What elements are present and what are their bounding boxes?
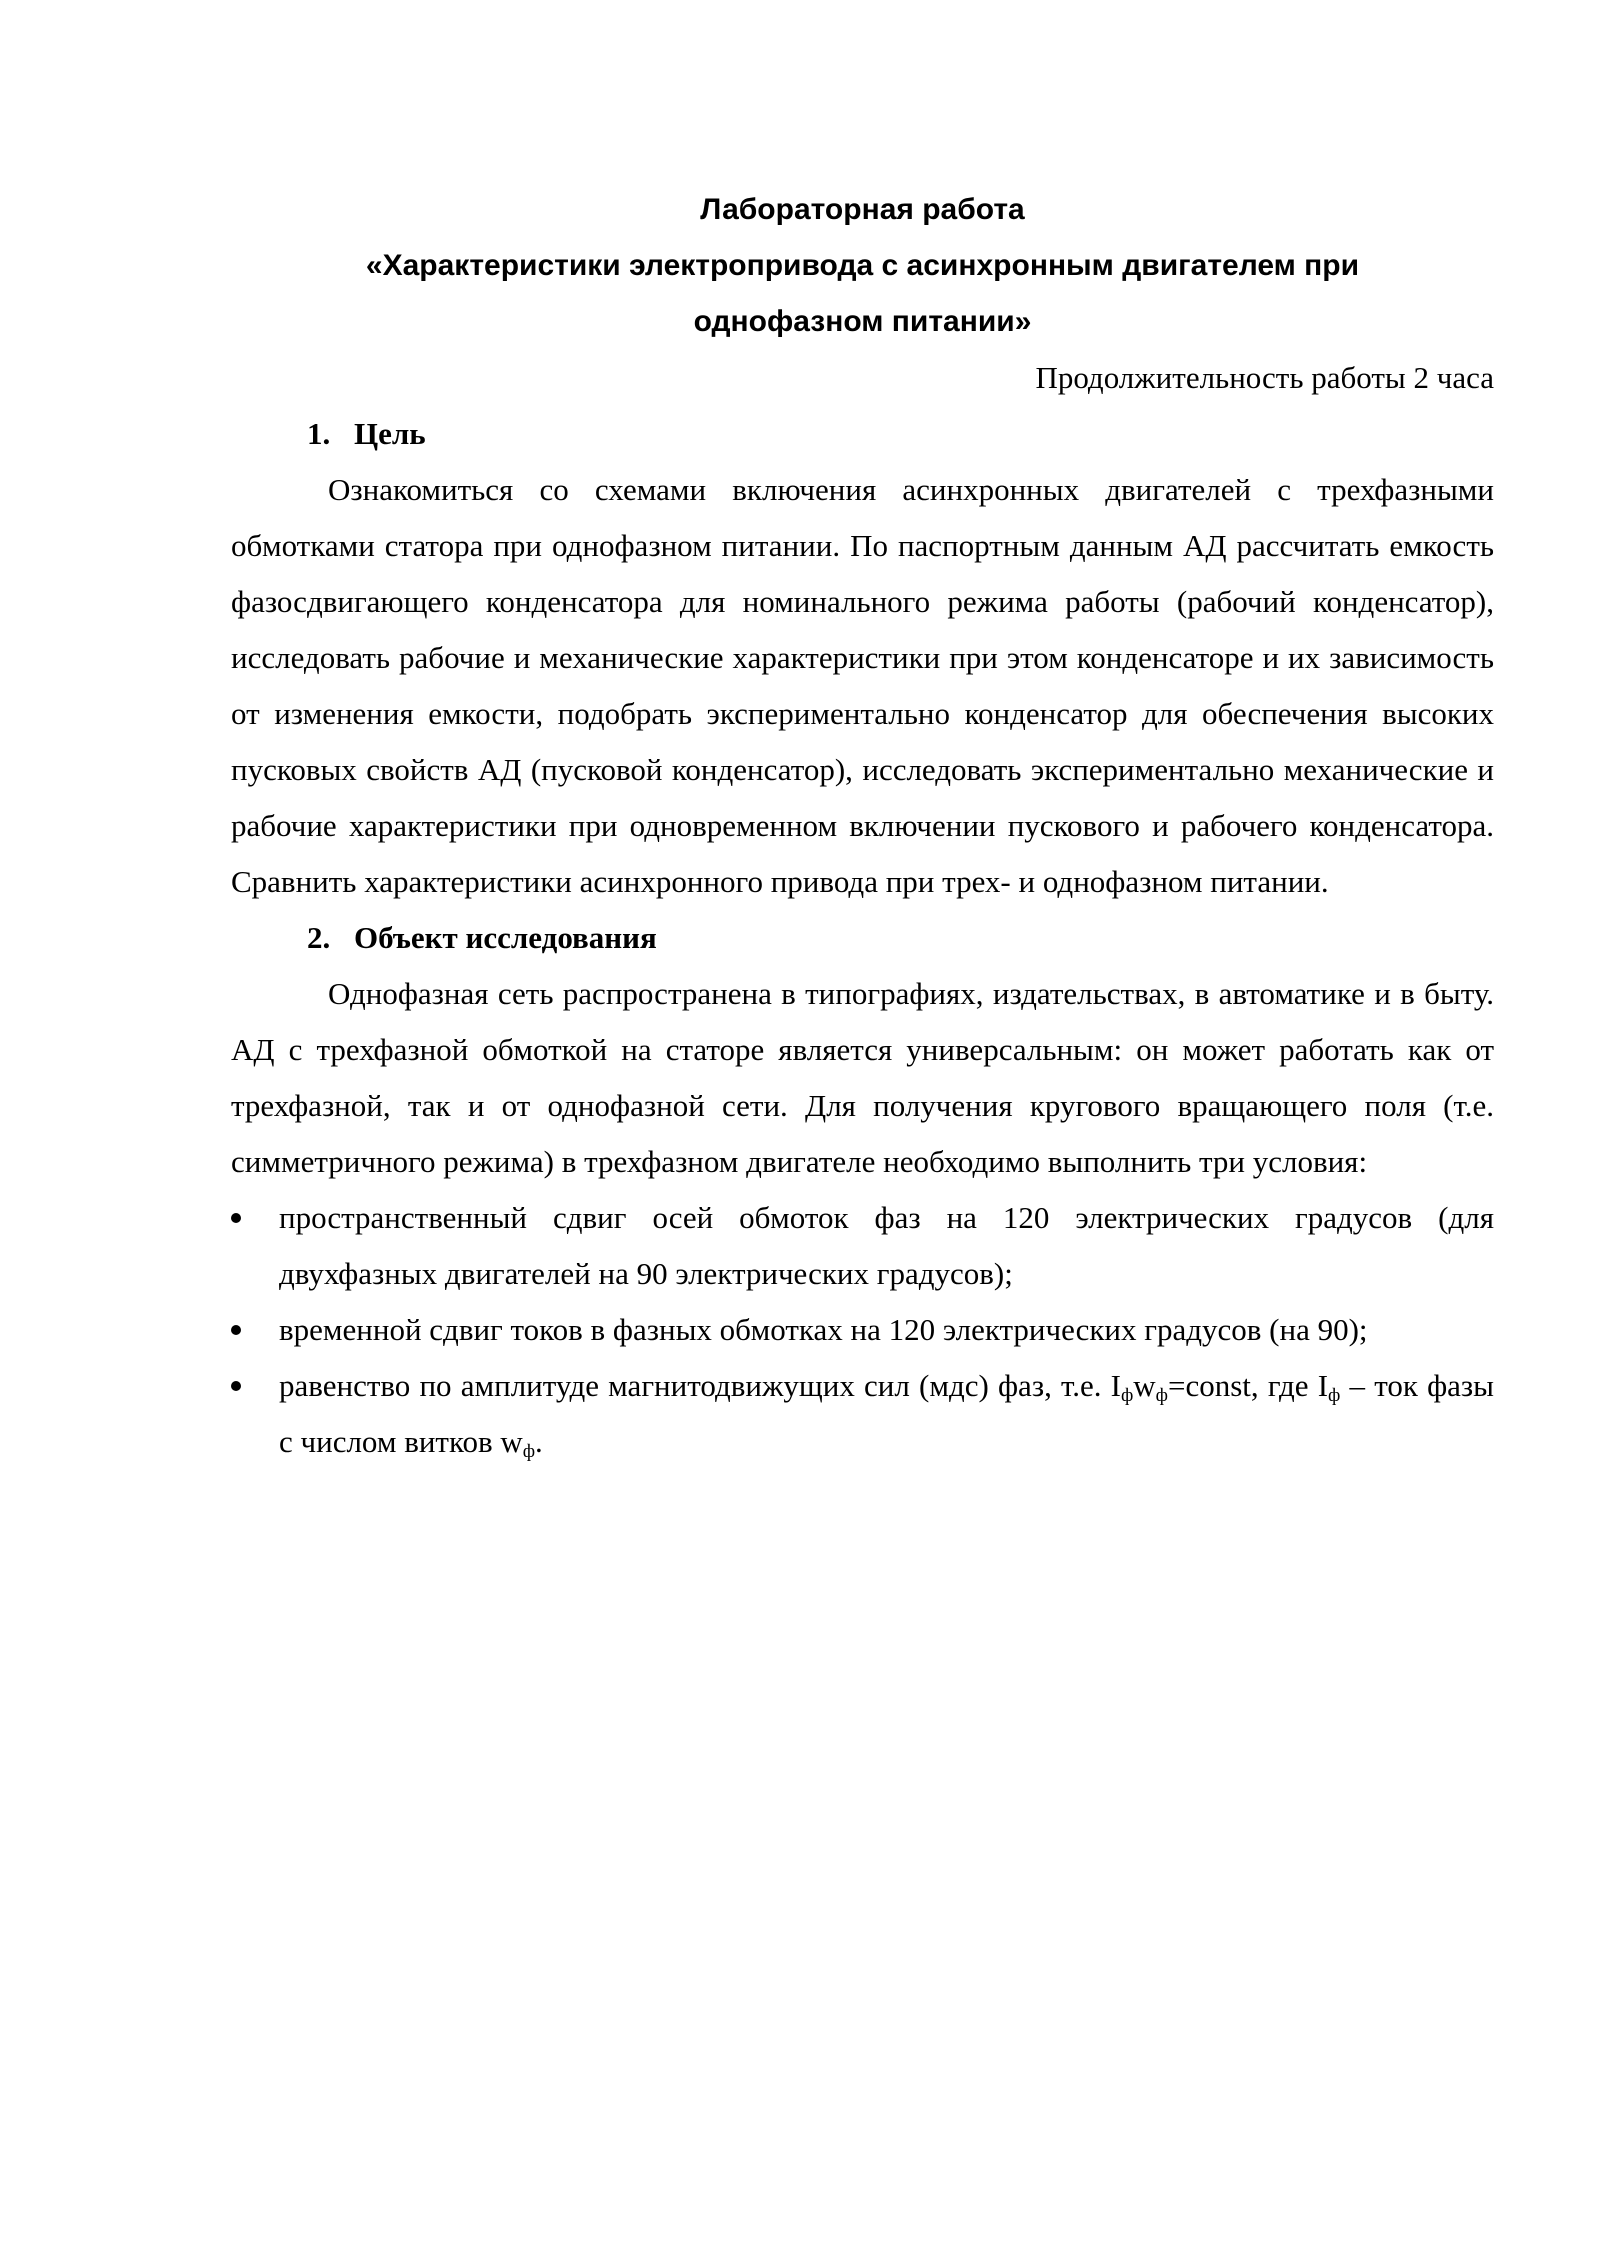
- section-number: 2.: [307, 920, 331, 955]
- conditions-list: [231, 1190, 1494, 1470]
- subscript-phase: ф: [1155, 1385, 1168, 1406]
- subscript-phase: ф: [522, 1441, 536, 1462]
- subscript-phase: ф: [1120, 1385, 1134, 1406]
- title-line-1: Лабораторная работа: [700, 193, 1025, 226]
- title-line-2: «Характеристики электропривода с асинхронным двигателем при: [365, 249, 1360, 282]
- section-number: 1.: [307, 416, 331, 451]
- text-fragment: – ток фазы с числом витков w: [279, 1368, 1494, 1459]
- text-fragment: =const, где I: [1167, 1368, 1329, 1403]
- section-heading-goal: [231, 406, 1494, 462]
- list-item-text: пространственный сдвиг осей обмоток фаз на 120 электрических градусов (для двухфазных двигателей на 90 электрических градусов);: [279, 1200, 1494, 1291]
- bullet-icon: [231, 1325, 241, 1335]
- text-fragment: .: [535, 1424, 543, 1459]
- text-fragment: равенство по амплитуде магнитодвижущих сил (мдс) фаз, т.е. I: [279, 1368, 1121, 1403]
- section-heading-object: [231, 910, 1494, 966]
- duration-line: Продолжительность работы 2 часа: [1035, 360, 1494, 395]
- document-content: [231, 182, 1494, 1470]
- subscript-phase: ф: [1328, 1385, 1341, 1406]
- list-item: [231, 1190, 1494, 1302]
- section-title: Объект исследования: [354, 920, 657, 955]
- object-paragraph: Однофазная сеть распространена в типографиях, издательствах, в автоматике и в быту. АД с трехфазной обмоткой на статоре является универсальным: он может работать как от трехфазной, так и от однофазной сети. Для получения кругового вращающего поля (т.е. симметричного режима) в трехфазном двигателе необходимо выполнить три условия:: [231, 976, 1494, 1179]
- section-title: Цель: [354, 416, 426, 451]
- list-item: [231, 1302, 1494, 1358]
- text-fragment: w: [1133, 1368, 1156, 1403]
- bullet-icon: [231, 1213, 241, 1223]
- list-item-text: временной сдвиг токов в фазных обмотках на 120 электрических градусов (на 90);: [279, 1312, 1368, 1347]
- list-item-text: [279, 1368, 1494, 1462]
- title-line-3: однофазном питании»: [693, 305, 1032, 338]
- goal-paragraph: Ознакомиться со схемами включения асинхронных двигателей с трехфазными обмотками статора при однофазном питании. По паспортным данным АД рассчитать емкость фазосдвигающего конденсатора для номинального режима работы (рабочий конденсатор), исследовать рабочие и механические характеристики при этом конденсаторе и их зависимость от изменения емкости, подобрать экспериментально конденсатор для обеспечения высоких пусковых свойств АД (пусковой конденсатор), исследовать экспериментально механические и рабочие характеристики при одновременном включении пускового и рабочего конденсатора. Сравнить характеристики асинхронного привода при трех- и однофазном питании.: [231, 472, 1494, 899]
- bullet-icon: [231, 1381, 241, 1391]
- list-item: [231, 1358, 1494, 1470]
